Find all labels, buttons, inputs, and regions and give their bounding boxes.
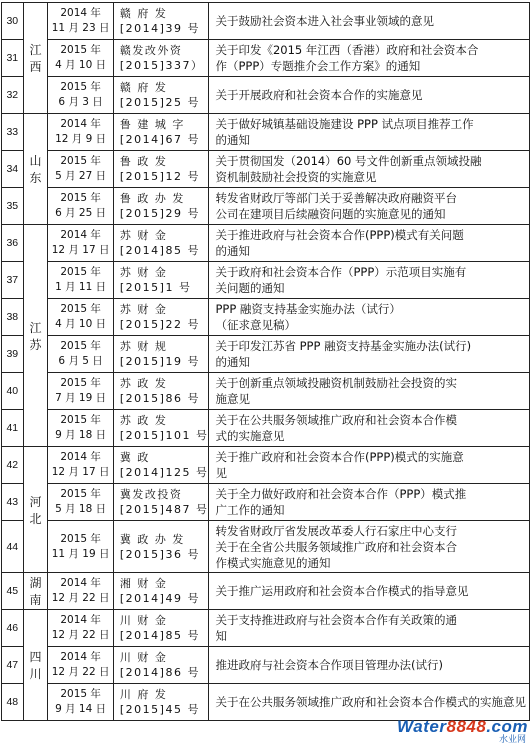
table-row [2,225,530,262]
table-row [2,336,530,373]
cell-line: PPP 融资支持基金实施办法（试行） [215,302,401,316]
cell-line: [2015]19 号 [119,355,200,368]
document-title [209,225,530,262]
cell-line: 2014 年 [60,577,101,589]
cell-line: [2015]487 号 [119,503,209,516]
cell-line: 公司在建项目后续融资问题的实施意见的通知 [215,207,446,221]
cell-line: 冀 政 办 发 [119,532,185,546]
cell-line: [2015]12 号 [119,170,200,183]
cell-line: [2015]36 号 [119,547,200,561]
cell-line: 苏 政 发 [119,377,168,390]
row-number: 35 [2,188,24,225]
cell-line: 2015 年 [60,266,101,278]
issue-date [48,114,114,151]
cell-line: [2015]101 号 [119,429,209,442]
cell-line: [2014]85 号 [119,244,200,257]
cell-line: 2015 年 [60,81,101,93]
row-number: 47 [2,647,24,684]
document-title [209,188,530,225]
issue-date [48,336,114,373]
document-number [113,151,209,188]
cell-line: 湘 财 金 [119,577,168,590]
cell-line: 关于推进政府与社会资本合作(PPP)模式有关问题 [215,228,464,242]
document-title [209,299,530,336]
document-title [209,410,530,447]
issue-date [48,684,114,721]
issue-date [48,188,114,225]
cell-line: [2015]337） [119,59,204,72]
cell-line: 冀发改投资 [119,488,183,501]
cell-line: 4 月 10 日 [55,318,107,330]
document-title [209,373,530,410]
cell-line: 2015 年 [60,488,101,500]
document-number [113,610,209,647]
issue-date [48,573,114,610]
cell-line: [2015]25 号 [119,96,200,109]
cell-line: 2014 年 [60,451,101,463]
issue-date [48,225,114,262]
document-title [209,151,530,188]
document-title [209,684,530,721]
table-row [2,77,530,114]
row-number: 45 [2,573,24,610]
cell-line: 赣 府 发 [119,81,168,94]
cell-line: 转发省财政厅等部门关于妥善解决政府融资平台 [215,191,457,205]
document-title [209,40,530,77]
watermark-digits: 8848 [446,717,487,736]
cell-line: 苏 政 发 [119,414,168,427]
cell-line: 6 月 25 日 [55,207,107,219]
row-number: 40 [2,373,24,410]
issue-date [48,151,114,188]
document-number [113,188,209,225]
cell-line: 冀 政 [119,451,150,464]
table-row [2,447,530,484]
table-row [2,299,530,336]
document-number [113,447,209,484]
cell-line: 关于政府和社会资本合作（PPP）示范项目实施有 [215,265,467,279]
cell-line: 6 月 5 日 [58,355,103,367]
row-number: 37 [2,262,24,299]
cell-line: 关于推广政府和社会资本合作(PPP)模式的实施意 [215,450,464,464]
cell-line: 见 [215,466,227,480]
row-number: 38 [2,299,24,336]
cell-line: 转发省财政厅省发展改革委人行石家庄中心支行 [215,523,457,538]
document-number [113,521,209,573]
cell-line: 施意见 [215,392,250,406]
document-number [113,684,209,721]
cell-line: 11 月 23 日 [51,22,110,34]
cell-line: 9 月 14 日 [55,703,107,715]
cell-line: 12 月 22 日 [51,629,110,641]
province-cell: 四川 [23,610,48,721]
cell-line: 关于印发《2015 年江西（香港）政府和社会资本合 [215,43,479,57]
cell-line: 1 月 11 日 [55,281,107,293]
document-number [113,299,209,336]
cell-line: 2015 年 [60,303,101,315]
cell-line: 6 月 3 日 [58,96,103,108]
cell-line: 式的实施意见 [215,429,285,443]
document-title [209,447,530,484]
issue-date [48,484,114,521]
issue-date [48,647,114,684]
cell-line: 2014 年 [60,614,101,626]
cell-line: 2015 年 [60,44,101,56]
table-row [2,114,530,151]
watermark-prefix: Water [397,717,447,736]
cell-line: [2014]85 号 [119,629,200,642]
cell-line: 关于支持推进政府与社会资本合作有关政策的通 [215,613,457,627]
issue-date [48,40,114,77]
cell-line: 关问题的通知 [215,281,285,295]
document-number [113,484,209,521]
cell-line: 关于印发江苏省 PPP 融资支持基金实施办法(试行) [215,339,472,353]
issue-date [48,373,114,410]
cell-line: 2015 年 [60,414,101,426]
cell-line: 资机制鼓励社会投资的实施意见 [215,170,377,184]
cell-line: 鲁 建 城 字 [119,118,185,131]
issue-date [48,262,114,299]
document-title [209,521,530,573]
document-title [209,262,530,299]
cell-line: [2015]22 号 [119,318,200,331]
cell-line: 12 月 22 日 [51,666,110,678]
document-number [113,647,209,684]
cell-line: 2014 年 [60,118,101,130]
document-title [209,573,530,610]
document-number [113,410,209,447]
cell-line: （征求意见稿） [215,318,296,332]
document-title [209,647,530,684]
cell-line: 鲁 政 发 [119,155,168,168]
cell-line: 12 月 22 日 [51,592,110,604]
row-number: 48 [2,684,24,721]
cell-line: 的通知 [215,133,250,147]
cell-line: 2014 年 [60,229,101,241]
province-cell: 河北 [23,447,48,573]
cell-line: 关于做好城镇基础设施建设 PPP 试点项目推荐工作 [215,117,474,131]
cell-line: 的通知 [215,355,250,369]
province-cell: 山东 [23,114,48,225]
cell-line: 关于开展政府和社会资本合作的实施意见 [215,88,423,102]
cell-line: [2015]1 号 [119,281,192,294]
cell-line: 关于创新重点领域投融资机制鼓励社会投资的实 [215,376,457,390]
document-title [209,114,530,151]
province-cell: 江苏 [23,225,48,447]
table-row [2,40,530,77]
cell-line: 关于推广运用政府和社会资本合作模式的指导意见 [215,584,469,598]
cell-line: 12 月 17 日 [51,466,110,478]
issue-date [48,77,114,114]
table-row [2,262,530,299]
cell-line: [2015]45 号 [119,703,200,716]
cell-line: 2015 年 [60,340,101,352]
document-title [209,336,530,373]
row-number: 44 [2,521,24,573]
policy-table [1,2,530,721]
document-number [113,114,209,151]
row-number: 34 [2,151,24,188]
cell-line: [2015]86 号 [119,392,200,405]
cell-line: 川 府 发 [119,688,168,701]
document-number [113,573,209,610]
document-number [113,77,209,114]
issue-date [48,521,114,573]
document-title [209,3,530,40]
row-number: 42 [2,447,24,484]
cell-line: 关于在全省公共服务领域推广政府和社会资本合 [215,539,457,554]
document-number [113,262,209,299]
document-title [209,77,530,114]
cell-line: 2015 年 [60,688,101,700]
document-title [209,610,530,647]
row-number: 32 [2,77,24,114]
cell-line: [2015]29 号 [119,207,200,220]
row-number: 41 [2,410,24,447]
document-number [113,336,209,373]
cell-line: 推进政府与社会资本合作项目管理办法(试行) [215,658,443,672]
cell-line: 关于贯彻国发（2014）60 号文件创新重点领域投融 [215,154,482,168]
table-row [2,188,530,225]
row-number: 33 [2,114,24,151]
row-number: 43 [2,484,24,521]
cell-line: 作模式实施意见的通知 [215,555,331,570]
cell-line: 鲁 政 办 发 [119,192,185,205]
cell-line: [2014]67 号 [119,133,200,146]
cell-line: 5 月 27 日 [55,170,107,182]
watermark-suffix: .com [486,717,528,736]
cell-line: [2014]125 号 [119,466,209,479]
cell-line: 7 月 19 日 [55,392,107,404]
cell-line: 苏 财 金 [119,303,168,316]
document-number [113,40,209,77]
table-row [2,610,530,647]
table-row [2,684,530,721]
province-cell: 湖南 [23,573,48,610]
cell-line: 关于全力做好政府和社会资本合作（PPP）模式推 [215,487,467,501]
province-cell: 江西 [23,3,48,114]
cell-line: 广工作的通知 [215,503,285,517]
table-row [2,373,530,410]
cell-line: 的通知 [215,244,250,258]
table-row [2,3,530,40]
watermark-sub: 水业网 [498,735,526,745]
cell-line: [2014]49 号 [119,592,200,605]
cell-line: 川 财 金 [119,651,168,664]
cell-line: 苏 财 金 [119,229,168,242]
cell-line: 关于在公共服务领域推广政府和社会资本合作模 [215,413,457,427]
cell-line: 苏 财 金 [119,266,168,279]
row-number: 31 [2,40,24,77]
document-number [113,373,209,410]
document-number [113,3,209,40]
cell-line: 2014 年 [60,651,101,663]
document-title [209,484,530,521]
table-row [2,151,530,188]
table-row [2,484,530,521]
cell-line: 12 月 17 日 [51,244,110,256]
document-number [113,225,209,262]
table-row [2,410,530,447]
row-number: 46 [2,610,24,647]
cell-line: 关于鼓励社会资本进入社会事业领域的意见 [215,14,434,28]
cell-line: 赣发改外资 [119,44,183,57]
cell-line: 5 月 18 日 [55,503,107,515]
cell-line: 12 月 9 日 [55,133,107,145]
issue-date [48,610,114,647]
row-number: 30 [2,3,24,40]
issue-date [48,447,114,484]
cell-line: 2015 年 [60,532,101,545]
cell-line: 2014 年 [60,7,101,19]
cell-line: 赣 府 发 [119,7,168,20]
table-row [2,647,530,684]
row-number: 39 [2,336,24,373]
cell-line: 2015 年 [60,155,101,167]
row-number: 36 [2,225,24,262]
cell-line: 4 月 10 日 [55,59,107,71]
cell-line: [2014]39 号 [119,22,200,35]
issue-date [48,299,114,336]
table-row [2,573,530,610]
issue-date [48,410,114,447]
cell-line: 作（PPP）专题推介会工作方案》的通知 [215,59,421,73]
cell-line: [2014]86 号 [119,666,200,679]
cell-line: 11 月 19 日 [51,547,110,560]
issue-date [48,3,114,40]
cell-line: 9 月 18 日 [55,429,107,441]
table-row [2,521,530,573]
cell-line: 知 [215,629,227,643]
cell-line: 苏 财 规 [119,340,168,353]
cell-line: 川 财 金 [119,614,168,627]
cell-line: 2015 年 [60,377,101,389]
cell-line: 2015 年 [60,192,101,204]
cell-line: 关于在公共服务领域推广政府和社会资本合作模式的实施意见 [215,695,526,709]
